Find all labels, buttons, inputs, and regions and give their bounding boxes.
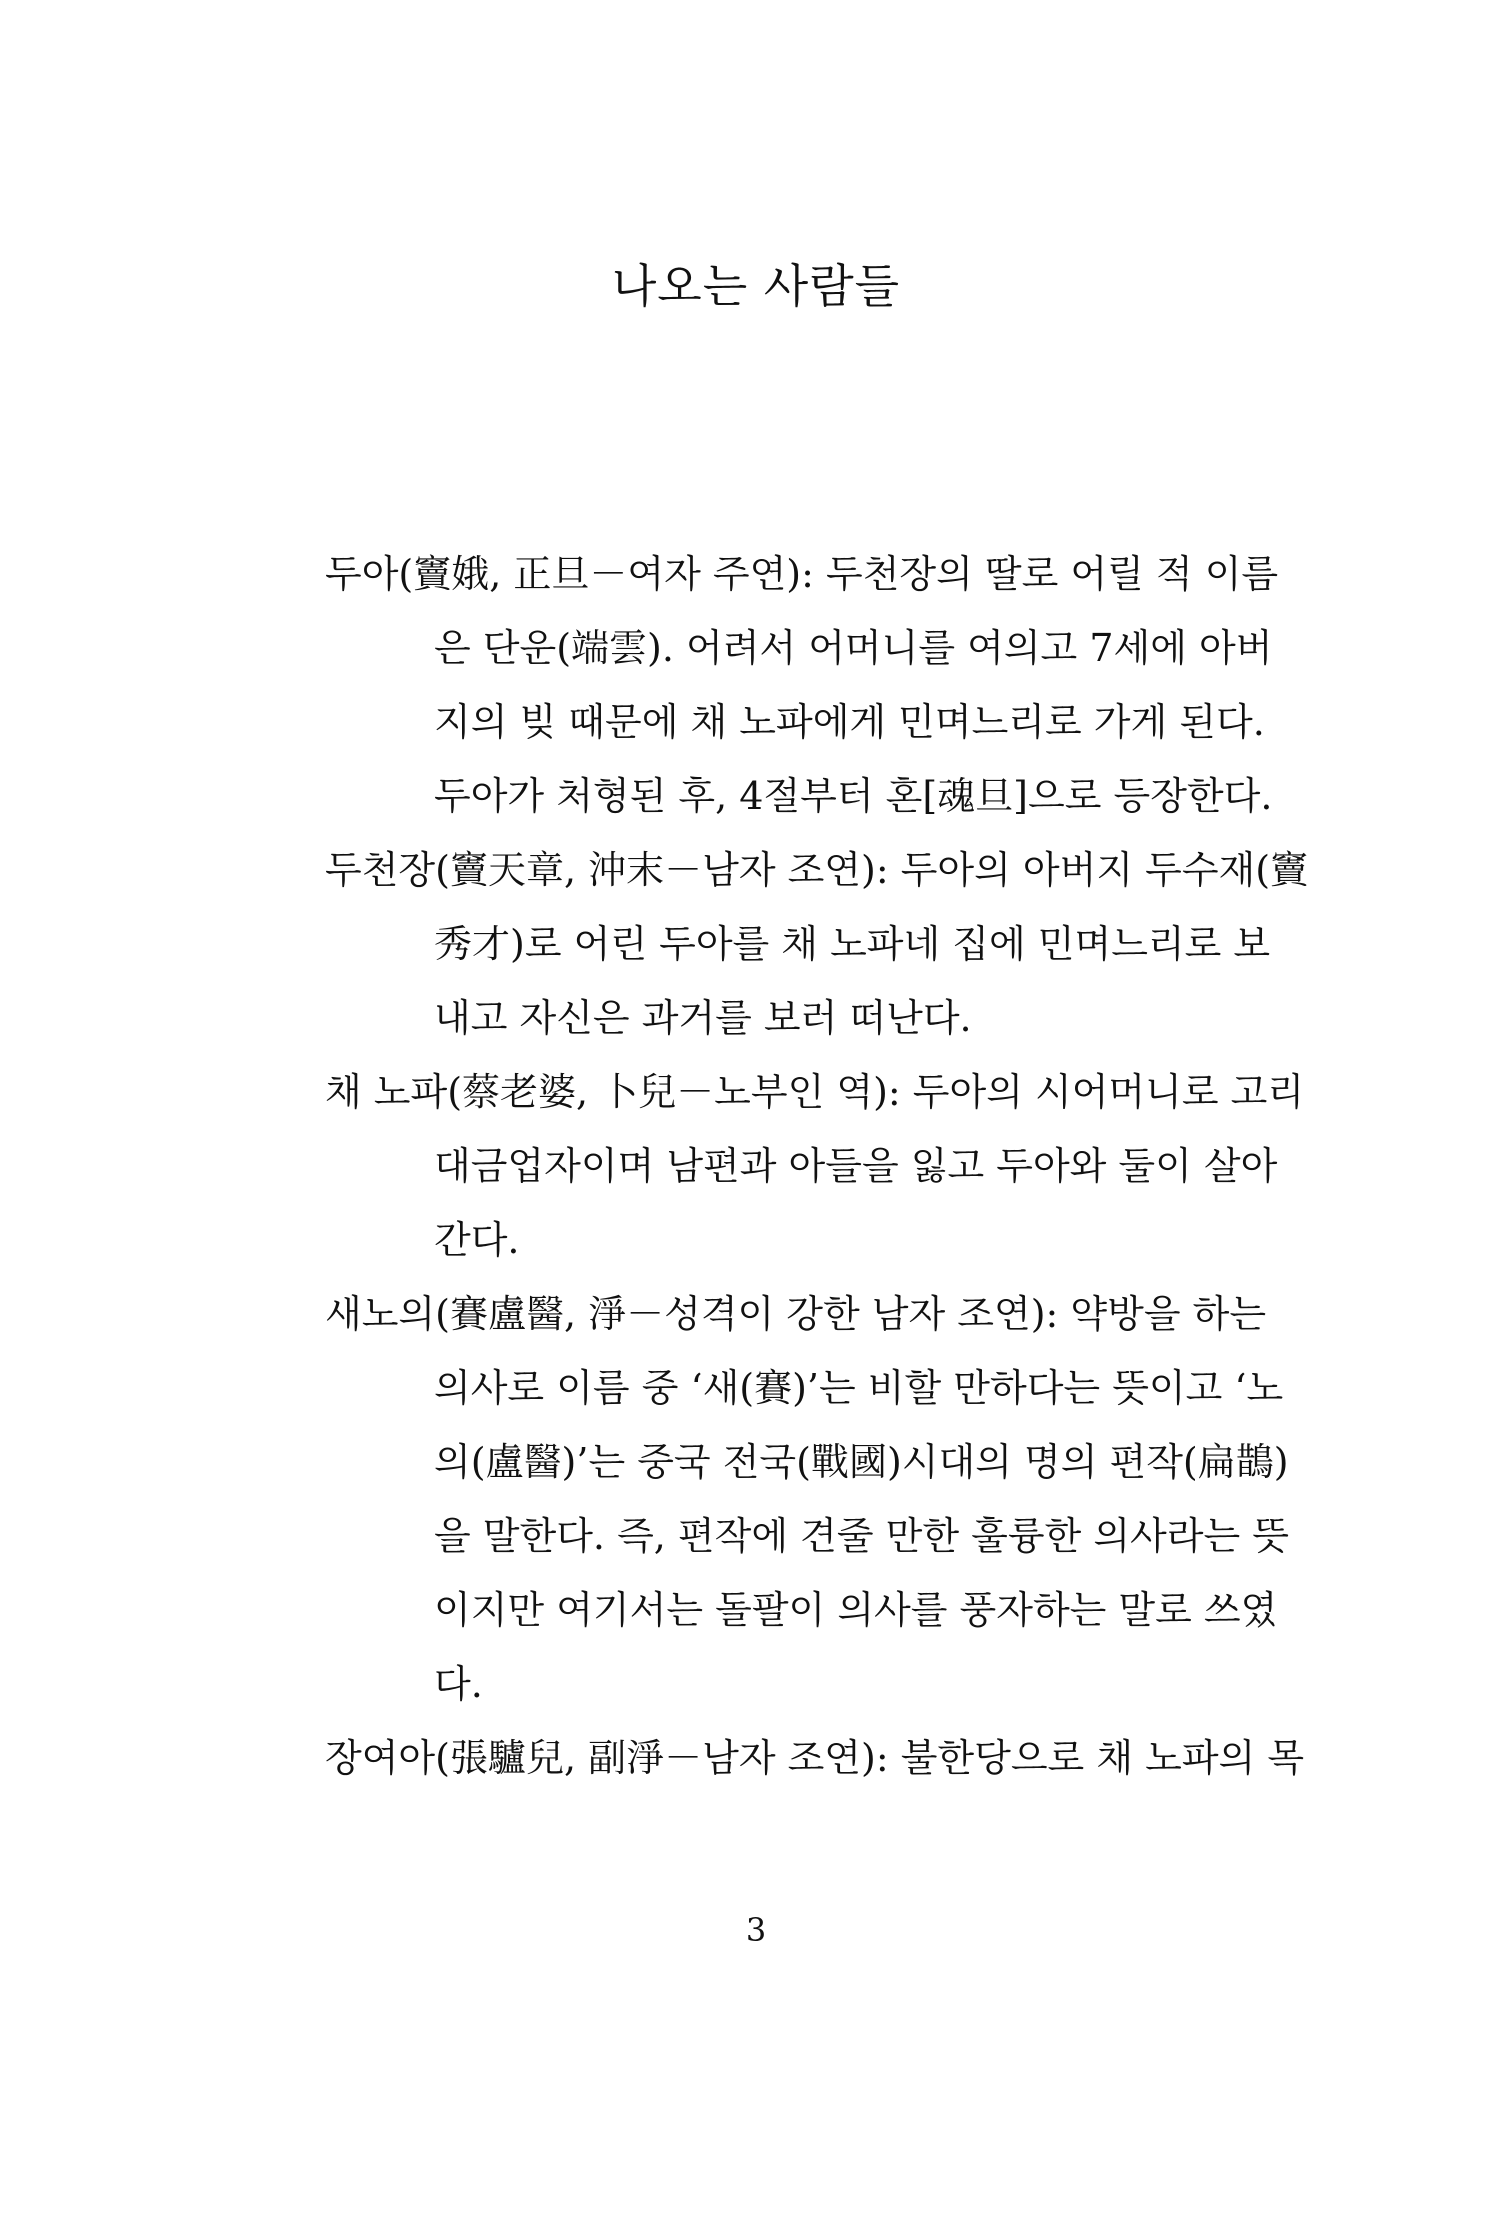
character-entry-line: 다. — [434, 1662, 483, 1706]
character-entry-line: 이지만 여기서는 돌팔이 의사를 풍자하는 말로 쓰였 — [434, 1588, 1278, 1632]
page-title: 나오는 사람들 — [611, 259, 901, 313]
character-entry-line: 대금업자이며 남편과 아들을 잃고 두아와 둘이 살아 — [434, 1144, 1278, 1188]
character-entry-heading: 채 노파(蔡老婆, 卜兒－노부인 역): 두아의 시어머니로 고리 — [325, 1070, 1305, 1114]
character-entry-line: 지의 빚 때문에 채 노파에게 민며느리로 가게 된다. — [434, 700, 1265, 744]
character-entry-line: 내고 자신은 과거를 보러 떠난다. — [434, 996, 972, 1040]
character-entry-heading: 두아(竇娥, 正旦－여자 주연): 두천장의 딸로 어릴 적 이름 — [325, 552, 1279, 596]
character-entry-line: 간다. — [434, 1218, 520, 1262]
character-entry-line: 두아가 처형된 후, 4절부터 혼[魂旦]으로 등장한다. — [434, 774, 1273, 818]
character-entry-heading: 장여아(張驢兒, 副淨－남자 조연): 불한당으로 채 노파의 목 — [325, 1736, 1305, 1780]
character-entry-line: 의사로 이름 중 ‘새(賽)’는 비할 만하다는 뜻이고 ‘노 — [434, 1366, 1284, 1410]
character-entry-heading: 새노의(賽盧醫, 淨－성격이 강한 남자 조연): 약방을 하는 — [325, 1292, 1267, 1336]
page-number: 3 — [745, 1911, 767, 1949]
character-entry-heading: 두천장(竇天章, 沖末－남자 조연): 두아의 아버지 두수재(竇 — [325, 848, 1309, 892]
character-entry-line: 을 말한다. 즉, 편작에 견줄 만한 훌륭한 의사라는 뜻 — [434, 1514, 1289, 1558]
character-entry-line: 秀才)로 어린 두아를 채 노파네 집에 민며느리로 보 — [434, 922, 1271, 966]
character-entry-line: 의(盧醫)’는 중국 전국(戰國)시대의 명의 편작(扁鵲) — [434, 1440, 1289, 1484]
character-entry-line: 은 단운(端雲). 어려서 어머니를 여의고 7세에 아버 — [434, 626, 1273, 670]
